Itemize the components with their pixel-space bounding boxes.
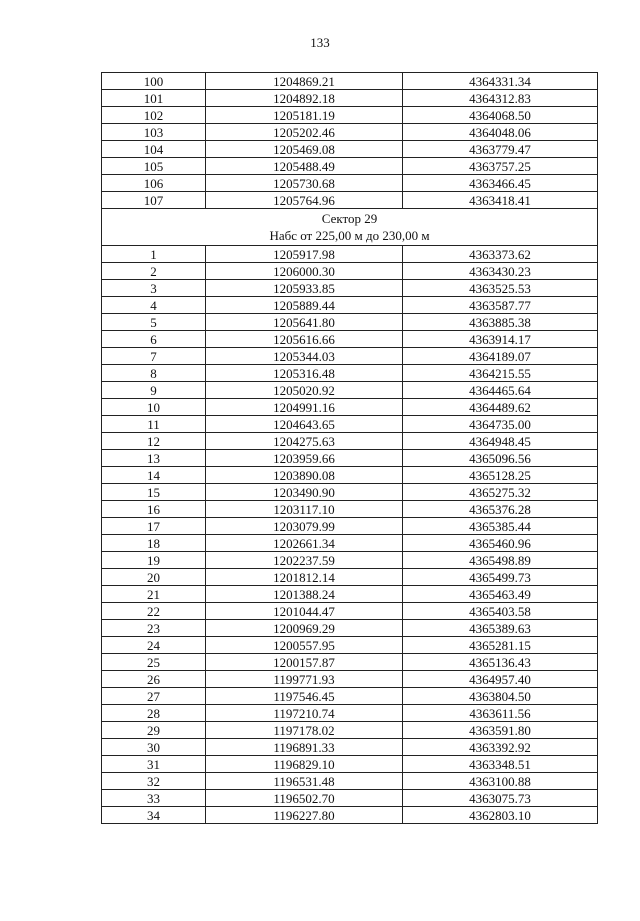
point-number-cell: 8	[102, 365, 206, 382]
y-coordinate-cell: 4364948.45	[403, 433, 598, 450]
table-row	[102, 73, 598, 90]
sector-subtitle: Набс от 225,00 м до 230,00 м	[269, 228, 430, 243]
point-number-cell: 10	[102, 399, 206, 416]
table-body-after-sector	[102, 246, 598, 824]
x-coordinate-cell: 1196502.70	[206, 790, 403, 807]
x-coordinate-cell: 1205020.92	[206, 382, 403, 399]
point-number-cell: 3	[102, 280, 206, 297]
x-coordinate-cell: 1196531.48	[206, 773, 403, 790]
point-number-cell: 105	[102, 158, 206, 175]
table-row	[102, 790, 598, 807]
x-coordinate-cell: 1197178.02	[206, 722, 403, 739]
y-coordinate-cell: 4365460.96	[403, 535, 598, 552]
y-coordinate-cell: 4365498.89	[403, 552, 598, 569]
y-coordinate-cell: 4365376.28	[403, 501, 598, 518]
table-row	[102, 433, 598, 450]
table-row	[102, 688, 598, 705]
x-coordinate-cell: 1204991.16	[206, 399, 403, 416]
y-coordinate-cell: 4363779.47	[403, 141, 598, 158]
point-number-cell: 17	[102, 518, 206, 535]
x-coordinate-cell: 1205764.96	[206, 192, 403, 209]
point-number-cell: 7	[102, 348, 206, 365]
point-number-cell: 16	[102, 501, 206, 518]
point-number-cell: 18	[102, 535, 206, 552]
y-coordinate-cell: 4363525.53	[403, 280, 598, 297]
x-coordinate-cell: 1197210.74	[206, 705, 403, 722]
table-row	[102, 263, 598, 280]
y-coordinate-cell: 4364048.06	[403, 124, 598, 141]
x-coordinate-cell: 1199771.93	[206, 671, 403, 688]
x-coordinate-cell: 1196891.33	[206, 739, 403, 756]
table-row	[102, 739, 598, 756]
point-number-cell: 13	[102, 450, 206, 467]
point-number-cell: 32	[102, 773, 206, 790]
x-coordinate-cell: 1200157.87	[206, 654, 403, 671]
y-coordinate-cell: 4364189.07	[403, 348, 598, 365]
point-number-cell: 24	[102, 637, 206, 654]
x-coordinate-cell: 1204869.21	[206, 73, 403, 90]
table-row	[102, 756, 598, 773]
y-coordinate-cell: 4363885.38	[403, 314, 598, 331]
point-number-cell: 31	[102, 756, 206, 773]
table-row	[102, 637, 598, 654]
table-row	[102, 382, 598, 399]
table-body-before-sector	[102, 73, 598, 209]
table-row	[102, 671, 598, 688]
point-number-cell: 4	[102, 297, 206, 314]
table-row	[102, 192, 598, 209]
y-coordinate-cell: 4365136.43	[403, 654, 598, 671]
table-row	[102, 90, 598, 107]
table-row	[102, 141, 598, 158]
x-coordinate-cell: 1206000.30	[206, 263, 403, 280]
x-coordinate-cell: 1205202.46	[206, 124, 403, 141]
sector-header-group	[102, 209, 598, 246]
table-row	[102, 552, 598, 569]
x-coordinate-cell: 1205889.44	[206, 297, 403, 314]
x-coordinate-cell: 1205730.68	[206, 175, 403, 192]
point-number-cell: 5	[102, 314, 206, 331]
y-coordinate-cell: 4365128.25	[403, 467, 598, 484]
y-coordinate-cell: 4363587.77	[403, 297, 598, 314]
x-coordinate-cell: 1196829.10	[206, 756, 403, 773]
y-coordinate-cell: 4363914.17	[403, 331, 598, 348]
point-number-cell: 106	[102, 175, 206, 192]
y-coordinate-cell: 4363418.41	[403, 192, 598, 209]
x-coordinate-cell: 1196227.80	[206, 807, 403, 824]
point-number-cell: 104	[102, 141, 206, 158]
table-row	[102, 175, 598, 192]
x-coordinate-cell: 1205469.08	[206, 141, 403, 158]
table-row	[102, 158, 598, 175]
coordinates-table	[101, 72, 598, 824]
table-row	[102, 348, 598, 365]
point-number-cell: 21	[102, 586, 206, 603]
y-coordinate-cell: 4364735.00	[403, 416, 598, 433]
point-number-cell: 20	[102, 569, 206, 586]
table-row	[102, 586, 598, 603]
y-coordinate-cell: 4364957.40	[403, 671, 598, 688]
y-coordinate-cell: 4363348.51	[403, 756, 598, 773]
table-row	[102, 603, 598, 620]
x-coordinate-cell: 1203490.90	[206, 484, 403, 501]
table-row	[102, 124, 598, 141]
y-coordinate-cell: 4365499.73	[403, 569, 598, 586]
point-number-cell: 27	[102, 688, 206, 705]
x-coordinate-cell: 1201044.47	[206, 603, 403, 620]
table-row	[102, 620, 598, 637]
point-number-cell: 22	[102, 603, 206, 620]
y-coordinate-cell: 4365096.56	[403, 450, 598, 467]
table-row	[102, 501, 598, 518]
table-row	[102, 280, 598, 297]
y-coordinate-cell: 4363804.50	[403, 688, 598, 705]
x-coordinate-cell: 1205344.03	[206, 348, 403, 365]
table-row	[102, 365, 598, 382]
y-coordinate-cell: 4363075.73	[403, 790, 598, 807]
x-coordinate-cell: 1204892.18	[206, 90, 403, 107]
point-number-cell: 2	[102, 263, 206, 280]
point-number-cell: 11	[102, 416, 206, 433]
y-coordinate-cell: 4363611.56	[403, 705, 598, 722]
y-coordinate-cell: 4362803.10	[403, 807, 598, 824]
y-coordinate-cell: 4363100.88	[403, 773, 598, 790]
y-coordinate-cell: 4365403.58	[403, 603, 598, 620]
x-coordinate-cell: 1201812.14	[206, 569, 403, 586]
x-coordinate-cell: 1197546.45	[206, 688, 403, 705]
table-row	[102, 107, 598, 124]
sector-title: Сектор 29	[321, 211, 378, 226]
x-coordinate-cell: 1202237.59	[206, 552, 403, 569]
y-coordinate-cell: 4365389.63	[403, 620, 598, 637]
x-coordinate-cell: 1204275.63	[206, 433, 403, 450]
y-coordinate-cell: 4364465.64	[403, 382, 598, 399]
table-row	[102, 450, 598, 467]
point-number-cell: 23	[102, 620, 206, 637]
y-coordinate-cell: 4363466.45	[403, 175, 598, 192]
x-coordinate-cell: 1201388.24	[206, 586, 403, 603]
x-coordinate-cell: 1203890.08	[206, 467, 403, 484]
table-row	[102, 722, 598, 739]
x-coordinate-cell: 1203959.66	[206, 450, 403, 467]
point-number-cell: 30	[102, 739, 206, 756]
point-number-cell: 6	[102, 331, 206, 348]
table-row	[102, 705, 598, 722]
page-number: 133	[310, 35, 330, 50]
table-row	[102, 314, 598, 331]
point-number-cell: 12	[102, 433, 206, 450]
y-coordinate-cell: 4365385.44	[403, 518, 598, 535]
y-coordinate-cell: 4363757.25	[403, 158, 598, 175]
x-coordinate-cell: 1205933.85	[206, 280, 403, 297]
y-coordinate-cell: 4365275.32	[403, 484, 598, 501]
table-row	[102, 467, 598, 484]
x-coordinate-cell: 1200969.29	[206, 620, 403, 637]
x-coordinate-cell: 1203117.10	[206, 501, 403, 518]
table-row	[102, 807, 598, 824]
x-coordinate-cell: 1203079.99	[206, 518, 403, 535]
table-row	[102, 331, 598, 348]
y-coordinate-cell: 4364331.34	[403, 73, 598, 90]
point-number-cell: 15	[102, 484, 206, 501]
table-row	[102, 518, 598, 535]
x-coordinate-cell: 1205616.66	[206, 331, 403, 348]
x-coordinate-cell: 1205488.49	[206, 158, 403, 175]
x-coordinate-cell: 1202661.34	[206, 535, 403, 552]
y-coordinate-cell: 4363430.23	[403, 263, 598, 280]
x-coordinate-cell: 1205316.48	[206, 365, 403, 382]
x-coordinate-cell: 1205641.80	[206, 314, 403, 331]
table-row	[102, 246, 598, 263]
table-row	[102, 484, 598, 501]
point-number-cell: 9	[102, 382, 206, 399]
x-coordinate-cell: 1205181.19	[206, 107, 403, 124]
y-coordinate-cell: 4363392.92	[403, 739, 598, 756]
y-coordinate-cell: 4363373.62	[403, 246, 598, 263]
point-number-cell: 19	[102, 552, 206, 569]
table-row	[102, 399, 598, 416]
point-number-cell: 101	[102, 90, 206, 107]
table-row	[102, 654, 598, 671]
point-number-cell: 28	[102, 705, 206, 722]
point-number-cell: 102	[102, 107, 206, 124]
point-number-cell: 107	[102, 192, 206, 209]
table-row	[102, 569, 598, 586]
x-coordinate-cell: 1204643.65	[206, 416, 403, 433]
table-row	[102, 297, 598, 314]
table-row	[102, 416, 598, 433]
y-coordinate-cell: 4364215.55	[403, 365, 598, 382]
y-coordinate-cell: 4365463.49	[403, 586, 598, 603]
point-number-cell: 25	[102, 654, 206, 671]
point-number-cell: 1	[102, 246, 206, 263]
y-coordinate-cell: 4364312.83	[403, 90, 598, 107]
table-row	[102, 773, 598, 790]
point-number-cell: 29	[102, 722, 206, 739]
y-coordinate-cell: 4364068.50	[403, 107, 598, 124]
y-coordinate-cell: 4365281.15	[403, 637, 598, 654]
table-row	[102, 535, 598, 552]
point-number-cell: 100	[102, 73, 206, 90]
x-coordinate-cell: 1200557.95	[206, 637, 403, 654]
x-coordinate-cell: 1205917.98	[206, 246, 403, 263]
y-coordinate-cell: 4364489.62	[403, 399, 598, 416]
y-coordinate-cell: 4363591.80	[403, 722, 598, 739]
point-number-cell: 33	[102, 790, 206, 807]
sector-header-cell	[102, 209, 598, 246]
point-number-cell: 34	[102, 807, 206, 824]
point-number-cell: 26	[102, 671, 206, 688]
point-number-cell: 103	[102, 124, 206, 141]
sector-header-row	[102, 209, 598, 246]
point-number-cell: 14	[102, 467, 206, 484]
